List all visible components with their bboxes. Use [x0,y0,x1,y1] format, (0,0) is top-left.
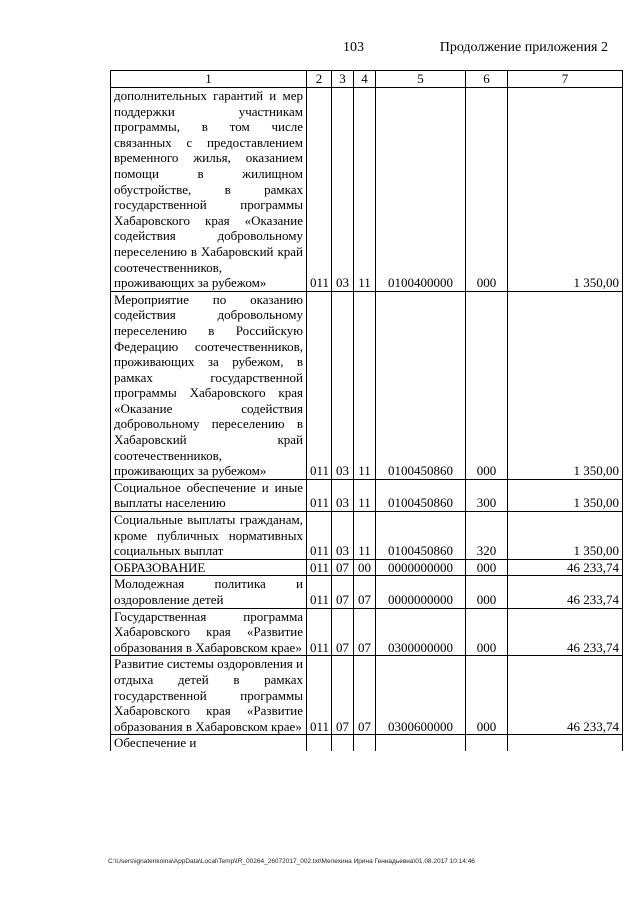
column-header: 5 [376,71,466,88]
expense-type-code: 000 [466,656,508,735]
ministry-code: 011 [307,479,332,511]
subsection-code: 07 [354,608,376,656]
amount: 46 233,74 [508,608,623,656]
table-row [111,656,623,735]
target-article-code: 0100450860 [376,512,466,560]
subsection-code: 11 [354,88,376,292]
ministry-code: 011 [307,608,332,656]
amount: 1 350,00 [508,291,623,479]
column-header: 4 [354,71,376,88]
row-description: дополнительных гарантий и мер поддержки участникам программы, в том числе связанных с предоставлением временного жилья, оказанием помощи в жилищном обустройстве, в рамках государственной программы Хабаровского края «Оказание содействия добровольному переселению в Хабаровский край соотечественников, проживающих за рубежом» [111,88,307,292]
ministry-code: 011 [307,559,332,576]
expense-type-code [466,735,508,751]
ministry-code: 011 [307,512,332,560]
column-header: 2 [307,71,332,88]
row-description: Развитие системы оздоровления и отдыха детей в рамках государственной программы Хабаровского края «Развитие образования в Хабаровском крае» [111,656,307,735]
target-article-code: 0000000000 [376,559,466,576]
table-row [111,559,623,576]
ministry-code: 011 [307,88,332,292]
section-code: 07 [332,576,354,608]
budget-table [110,70,623,751]
subsection-code: 07 [354,656,376,735]
target-article-code: 0000000000 [376,576,466,608]
amount: 46 233,74 [508,576,623,608]
amount: 1 350,00 [508,512,623,560]
row-description: Мероприятие по оказанию содействия добровольному переселению в Российскую Федерацию соотечественников, проживающих за рубежом, в рамках государственной программы Хабаровского края «Оказание содействия добровольному переселению в Хабаровский край соотечественников, проживающих за рубежом» [111,291,307,479]
amount: 1 350,00 [508,88,623,292]
ministry-code: 011 [307,656,332,735]
table-row [111,512,623,560]
table-row [111,608,623,656]
amount: 46 233,74 [508,559,623,576]
amount: 1 350,00 [508,479,623,511]
expense-type-code: 000 [466,576,508,608]
expense-type-code: 000 [466,88,508,292]
subsection-code: 07 [354,576,376,608]
expense-type-code: 300 [466,479,508,511]
section-code: 03 [332,291,354,479]
row-description: Государственная программа Хабаровского края «Развитие образования в Хабаровском крае» [111,608,307,656]
subsection-code: 11 [354,479,376,511]
table-row [111,291,623,479]
file-path-footer: C:\Users\ignatenkoina\AppData\Local\Temp\IR_00264_26072017_002.txt\Мелехина Ирина Геннадьевна\01.08.2017 10:14:46 [108,858,475,865]
section-code: 03 [332,88,354,292]
subsection-code [354,735,376,751]
ministry-code [307,735,332,751]
subsection-code: 11 [354,291,376,479]
row-description: Молодежная политика и оздоровление детей [111,576,307,608]
table-row [111,88,623,292]
subsection-code: 11 [354,512,376,560]
section-code [332,735,354,751]
target-article-code: 0300000000 [376,608,466,656]
section-code: 03 [332,512,354,560]
ministry-code: 011 [307,291,332,479]
expense-type-code: 000 [466,559,508,576]
expense-type-code: 000 [466,291,508,479]
column-header: 1 [111,71,307,88]
expense-type-code: 320 [466,512,508,560]
table-row [111,479,623,511]
appendix-continuation-note: Продолжение приложения 2 [439,40,608,55]
amount: 46 233,74 [508,656,623,735]
target-article-code: 0100450860 [376,291,466,479]
ministry-code: 011 [307,576,332,608]
page-number: 103 [343,40,364,55]
subsection-code: 00 [354,559,376,576]
section-code: 07 [332,656,354,735]
target-article-code: 0100450860 [376,479,466,511]
table-row [111,735,623,751]
target-article-code: 0100400000 [376,88,466,292]
column-header: 3 [332,71,354,88]
section-code: 03 [332,479,354,511]
column-header: 6 [466,71,508,88]
target-article-code [376,735,466,751]
amount [508,735,623,751]
expense-type-code: 000 [466,608,508,656]
table-row [111,576,623,608]
row-description: Социальные выплаты гражданам, кроме публичных нормативных социальных выплат [111,512,307,560]
row-description: Обеспечение и [111,735,307,751]
row-description: ОБРАЗОВАНИЕ [111,559,307,576]
target-article-code: 0300600000 [376,656,466,735]
section-code: 07 [332,559,354,576]
row-description: Социальное обеспечение и иные выплаты населению [111,479,307,511]
table-header-row [111,71,623,88]
section-code: 07 [332,608,354,656]
column-header: 7 [508,71,623,88]
